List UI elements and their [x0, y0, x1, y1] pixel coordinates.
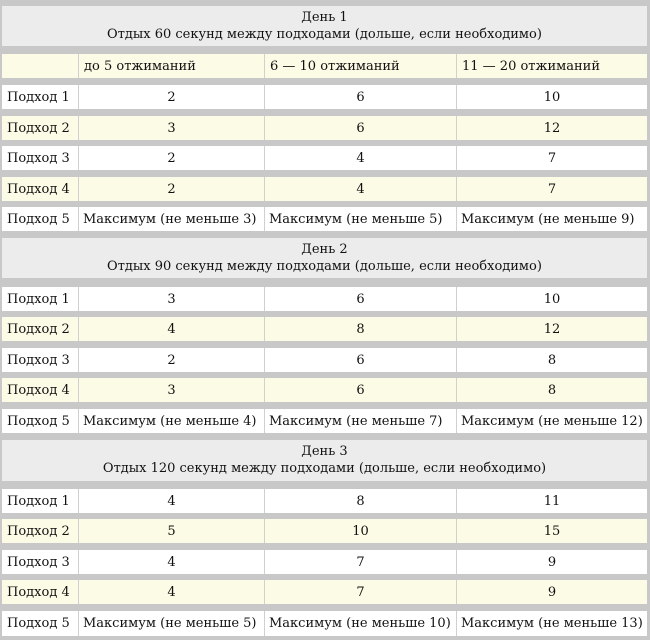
day-title: День 2	[301, 242, 348, 257]
reps-level-3: 9	[547, 554, 557, 570]
table-row	[2, 116, 647, 140]
reps-level-3: 7	[547, 150, 557, 166]
set-label: Подход 4	[2, 378, 79, 402]
reps-level-2: 7	[265, 550, 457, 574]
table-row	[2, 177, 647, 201]
table-row	[2, 378, 647, 402]
reps-level-1: 2	[79, 348, 265, 372]
reps-level-1: 5	[79, 519, 265, 543]
day-title: День 3	[301, 444, 348, 459]
reps-level-1: 2	[79, 85, 265, 109]
set-label: Подход 3	[2, 348, 79, 372]
column-header-level-1: до 5 отжиманий	[79, 54, 265, 78]
reps-level-1: 4	[79, 317, 265, 341]
set-label: Подход 1	[2, 85, 79, 109]
reps-level-3: 12	[543, 120, 561, 136]
reps-level-3: 10	[543, 89, 561, 105]
reps-level-2: Максимум (не меньше 5)	[265, 207, 457, 231]
reps-level-3: 8	[547, 352, 557, 368]
rest-note: Отдых 120 секунд между подходами (дольше, если необходимо)	[102, 461, 547, 476]
set-label: Подход 1	[2, 287, 79, 311]
reps-level-3: Максимум (не меньше 9)	[461, 211, 635, 227]
reps-level-3: 10	[543, 291, 561, 307]
set-label: Подход 2	[2, 317, 79, 341]
reps-level-2: Максимум (не меньше 7)	[265, 409, 457, 433]
reps-level-1: 4	[79, 580, 265, 604]
reps-level-2: 6	[265, 116, 457, 140]
table-row	[2, 287, 647, 311]
set-label: Подход 2	[2, 116, 79, 140]
reps-level-3: 12	[543, 321, 561, 337]
rest-note: Отдых 90 секунд между подходами (дольше, если необходимо)	[107, 259, 542, 274]
set-label: Подход 3	[2, 550, 79, 574]
table-row	[2, 519, 647, 543]
reps-level-1: 4	[79, 550, 265, 574]
reps-level-3: Максимум (не меньше 12)	[461, 413, 643, 429]
reps-level-2: 4	[265, 177, 457, 201]
reps-level-2: 8	[265, 317, 457, 341]
set-label: Подход 1	[2, 489, 79, 513]
reps-level-1: 3	[79, 378, 265, 402]
reps-level-3: 8	[547, 382, 557, 398]
reps-level-2: 4	[265, 146, 457, 170]
set-label: Подход 4	[2, 580, 79, 604]
reps-level-2: 8	[265, 489, 457, 513]
set-label: Подход 5	[2, 207, 79, 231]
reps-level-3: 11	[543, 493, 561, 509]
reps-level-2: 7	[265, 580, 457, 604]
column-header-empty	[2, 54, 79, 78]
set-label: Подход 3	[2, 146, 79, 170]
table-row	[2, 409, 647, 433]
reps-level-2: Максимум (не меньше 10)	[265, 611, 457, 636]
table-row	[2, 207, 647, 231]
set-label: Подход 4	[2, 177, 79, 201]
reps-level-3: 15	[543, 523, 561, 539]
table-row	[2, 611, 647, 636]
reps-level-3: 9	[547, 584, 557, 600]
table-row	[2, 85, 647, 109]
set-label: Подход 5	[2, 611, 79, 636]
reps-level-2: 6	[265, 85, 457, 109]
table-row	[2, 146, 647, 170]
column-header-level-2: 6 — 10 отжиманий	[265, 54, 457, 78]
reps-level-1: 3	[79, 116, 265, 140]
reps-level-1: 2	[79, 177, 265, 201]
reps-level-3: 7	[547, 181, 557, 197]
reps-level-2: 6	[265, 348, 457, 372]
reps-level-2: 10	[265, 519, 457, 543]
day-1-header	[2, 6, 647, 46]
reps-level-1: 2	[79, 146, 265, 170]
day-3-header	[2, 440, 647, 481]
reps-level-1: 4	[79, 489, 265, 513]
table-row	[2, 550, 647, 574]
reps-level-1: Максимум (не меньше 3)	[79, 207, 265, 231]
reps-level-1: Максимум (не меньше 4)	[79, 409, 265, 433]
column-header-level-3: 11 — 20 отжиманий	[462, 58, 600, 74]
table-row	[2, 489, 647, 513]
reps-level-2: 6	[265, 378, 457, 402]
table-row	[2, 580, 647, 604]
table-row	[2, 317, 647, 341]
set-label: Подход 2	[2, 519, 79, 543]
table-row	[2, 348, 647, 372]
reps-level-2: 6	[265, 287, 457, 311]
rest-note: Отдых 60 секунд между подходами (дольше, если необходимо)	[107, 27, 542, 42]
day-2-header	[2, 238, 647, 278]
reps-level-3: Максимум (не меньше 13)	[461, 616, 643, 631]
day-title: День 1	[301, 10, 348, 25]
reps-level-1: Максимум (не меньше 5)	[79, 611, 265, 636]
set-label: Подход 5	[2, 409, 79, 433]
reps-level-1: 3	[79, 287, 265, 311]
column-header-row	[2, 54, 647, 78]
